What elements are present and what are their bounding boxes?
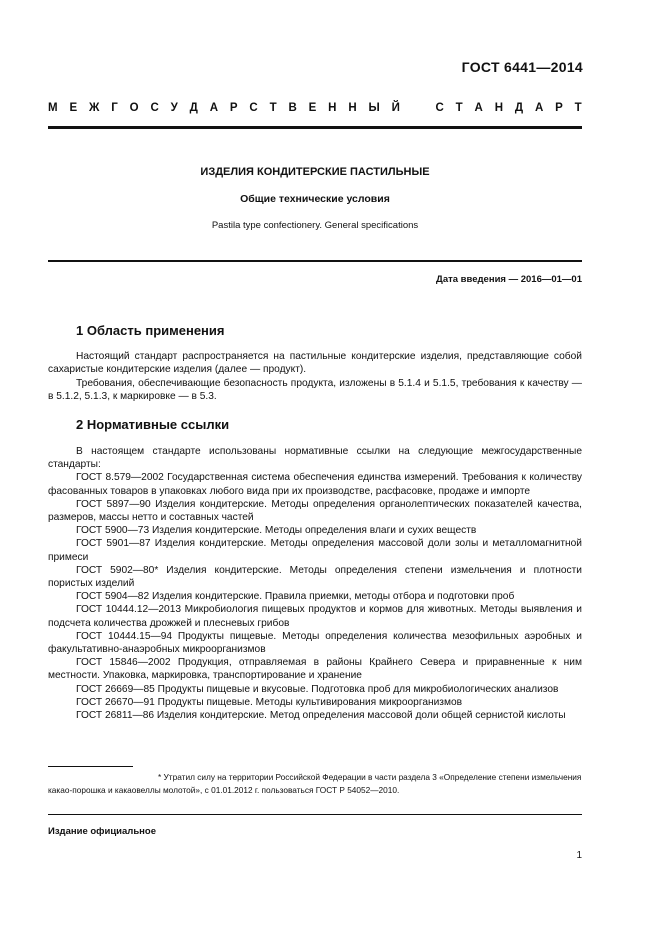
standard-type-letter: С xyxy=(150,102,159,114)
standard-type-letter: Н xyxy=(494,102,504,114)
standard-type-letter: О xyxy=(129,102,139,114)
reference-item: ГОСТ 5904—82 Изделия кондитерские. Правила приемки, методы отбора и подготовки проб xyxy=(76,591,515,603)
footnote: * Утратил силу на территории Российской Федерации в части раздела 3 «Определение степени измельчения какао-порошка и какаовеллы молотой», с 01.01.2012 г. пользоваться ГОСТ Р 54052—2010. xyxy=(48,772,582,795)
reference-item: ГОСТ 26811—86 Изделия кондитерские. Метод определения массовой доли общей сернистой кислоты xyxy=(76,710,566,722)
section-1-heading: 1 Область применения xyxy=(76,323,225,338)
standard-subtitle: Общие технические условия xyxy=(240,193,390,205)
standard-type-letter: Т xyxy=(455,102,463,114)
standard-type-letter: Ы xyxy=(368,102,380,114)
standard-type-letter: Р xyxy=(229,102,238,114)
standard-name: ИЗДЕЛИЯ КОНДИТЕРСКИЕ ПАСТИЛЬНЫЕ xyxy=(200,166,430,178)
standard-type-letter: М xyxy=(48,102,58,114)
standard-type-letter: В xyxy=(288,102,297,114)
reference-item: ГОСТ 5897—90 Изделия кондитерские. Методы определения органолептических показателей качества, размеров, массы нетто и составных частей xyxy=(48,498,582,524)
header-rule-top xyxy=(48,126,582,129)
reference-item: ГОСТ 8.579—2002 Государственная система обеспечения единства измерений. Требования к количеству фасованных товаров в упаковках любого вида при их производстве, расфасовке, продаже и импорте xyxy=(48,472,582,497)
reference-item: ГОСТ 5900—73 Изделия кондитерские. Методы определения влаги и сухих веществ xyxy=(76,525,477,537)
standard-type-letter: А xyxy=(534,102,544,114)
reference-item: ГОСТ 26670—91 Продукты пищевые. Методы культивирования микроорганизмов xyxy=(76,696,463,708)
standard-type-letter: Ж xyxy=(88,102,100,114)
standard-type-letter: С xyxy=(249,102,258,114)
reference-item: ГОСТ 5901—87 Изделия кондитерские. Методы определения массовой доли золы и металломагнитной примеси xyxy=(48,538,582,563)
section-1-paragraph-1: Настоящий стандарт распространяется на пастильные кондитерские изделия, представляющие собой сахаристые кондитерские изделия (далее — продукт). xyxy=(48,351,582,376)
standard-type-letter: Г xyxy=(111,102,118,114)
standard-type-letter: Е xyxy=(308,102,317,114)
standard-type-letter: Т xyxy=(574,102,582,114)
standard-type-letter: С xyxy=(435,102,444,114)
standard-type-letter: А xyxy=(209,102,219,114)
reference-item: ГОСТ 10444.15—94 Продукты пищевые. Методы определения количества мезофильных аэробных и факультативно-анаэробных микроорганизмов xyxy=(48,630,582,656)
standard-type-letter: Н xyxy=(328,102,337,114)
standard-type-letter: Р xyxy=(555,102,563,114)
standard-type-letter: Й xyxy=(391,102,400,114)
standard-type-title xyxy=(48,102,582,114)
standard-type-letter: Д xyxy=(514,102,524,114)
reference-item: ГОСТ 10444.12—2013 Микробиология пищевых продуктов и кормов для животных. Методы выявления и подсчета количества дрожжей и плесневых грибов xyxy=(48,604,582,629)
standard-type-letter: У xyxy=(170,102,178,114)
section-1-paragraph-2: Требования, обеспечивающие безопасность продукта, изложены в 5.1.4 и 5.1.5, требования к качеству — в 5.1.2, 5.1.3, к маркировке — в 5.3. xyxy=(48,378,582,403)
introduction-date: Дата введения — 2016—01—01 xyxy=(436,274,582,285)
header-rule-bottom xyxy=(48,260,582,262)
section-2-intro: В настоящем стандарте использованы нормативные ссылки на следующие межгосударственные стандарты: xyxy=(48,446,582,471)
footnote-rule xyxy=(48,766,133,767)
section-2-body xyxy=(48,445,582,722)
page-number: 1 xyxy=(576,850,582,861)
reference-item: ГОСТ 26669—85 Продукты пищевые и вкусовые. Подготовка проб для микробиологических анализов xyxy=(76,683,559,695)
official-edition-label: Издание официальное xyxy=(48,826,156,837)
reference-item: ГОСТ 5902—80* Изделия кондитерские. Методы определения степени измельчения и плотности пористых изделий xyxy=(48,564,582,590)
standard-type-letter: Е xyxy=(69,102,78,114)
footer-rule xyxy=(48,814,582,815)
reference-item: ГОСТ 15846—2002 Продукция, отправляемая в районы Крайнего Севера и приравненные к ним местности. Упаковка, маркировка, транспортирование и хранение xyxy=(48,657,582,682)
standard-english-title: Pastila type confectionery. General specifications xyxy=(211,220,419,231)
standard-type-letter: Т xyxy=(269,102,277,114)
document-code: ГОСТ 6441—2014 xyxy=(461,59,583,75)
standard-type-letter: Н xyxy=(348,102,357,114)
standard-type-letter: А xyxy=(474,102,483,114)
section-2-heading: 2 Нормативные ссылки xyxy=(76,417,230,432)
standard-type-letter: Д xyxy=(189,102,198,114)
